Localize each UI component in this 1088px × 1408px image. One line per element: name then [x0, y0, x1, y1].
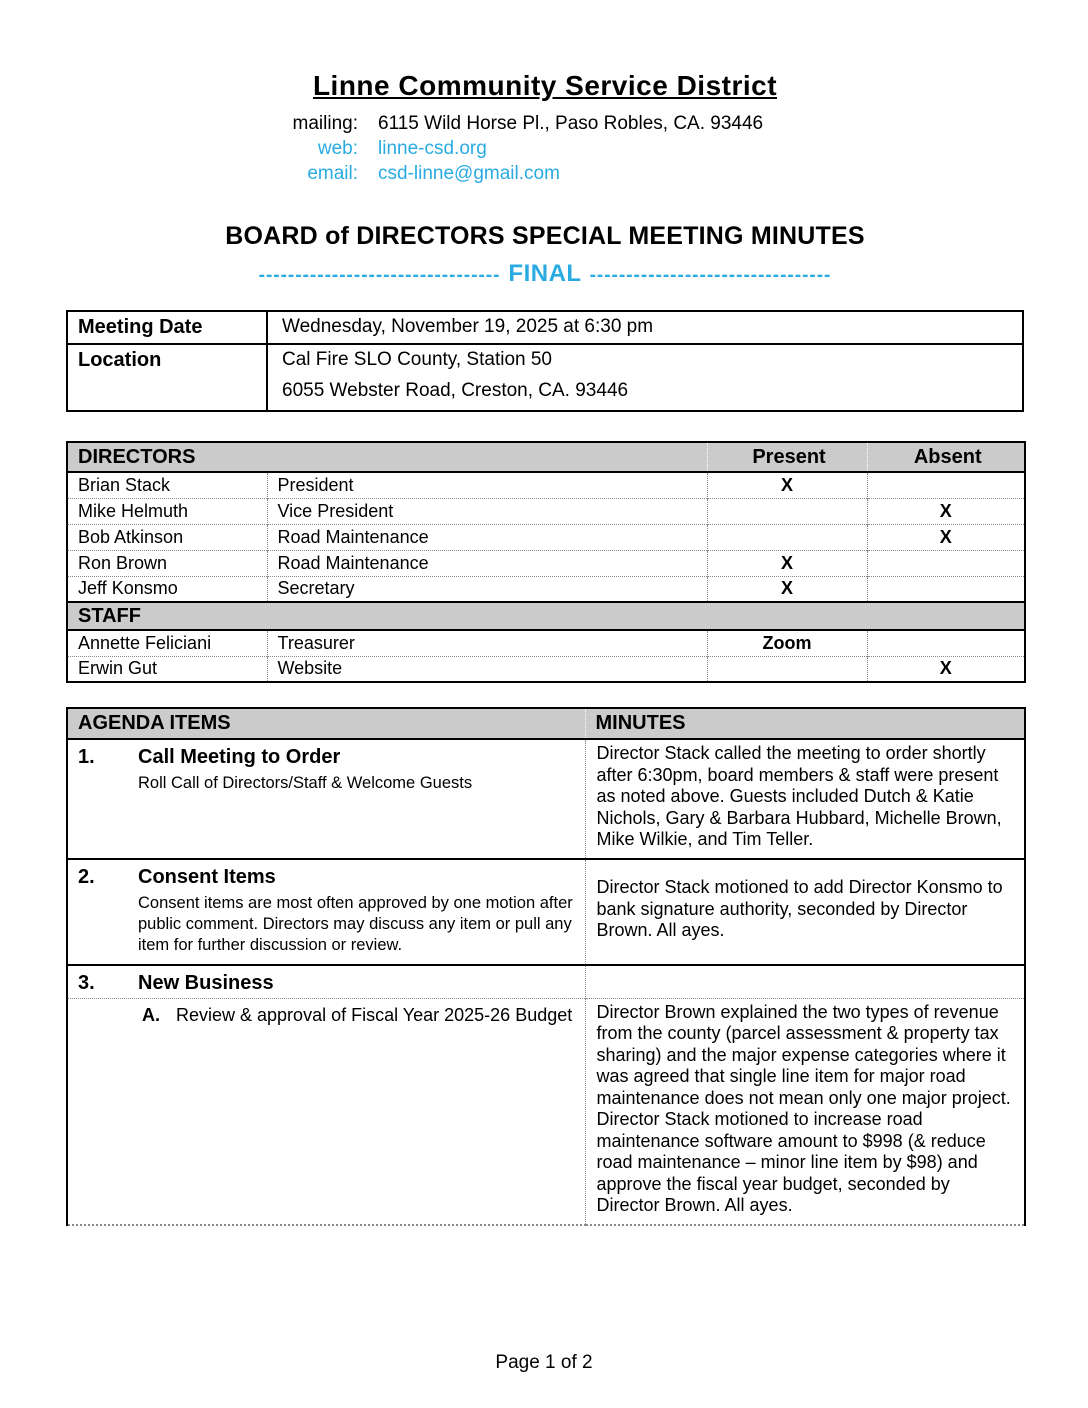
staff-role: Website	[267, 656, 707, 682]
staff-row	[67, 630, 1025, 656]
agenda-item-title: Consent Items	[138, 865, 276, 888]
director-role: Road Maintenance	[267, 550, 707, 576]
final-dashes-right: ---------------------------------	[589, 265, 832, 286]
agenda-item-1-head	[68, 740, 585, 772]
present-mark: Zoom	[707, 630, 867, 656]
mailing-label: mailing:	[292, 113, 358, 134]
present-header: Present	[707, 442, 867, 472]
director-role: Road Maintenance	[267, 524, 707, 550]
minutes-item-1: Director Stack called the meeting to order shortly after 6:30pm, board members & staff were present as noted above. Guests included Dutch & Katie Nichols, Gary & Barbara Hubbard, Michelle Brown, Mike Wilkie, and Tim Teller.	[585, 739, 1025, 859]
meeting-info-table	[66, 310, 1024, 412]
agenda-item-2-head	[68, 860, 585, 892]
location-label: Location	[67, 344, 267, 411]
present-mark	[707, 524, 867, 550]
final-dashes-left: ---------------------------------	[258, 265, 501, 286]
director-row	[67, 550, 1025, 576]
agenda-item-number: 3.	[78, 971, 95, 994]
agenda-item-subtext: Consent items are most often approved by one motion after public comment. Directors may discuss any item or pull any item for further discussion or review.	[138, 893, 573, 954]
agenda-item-2-row	[67, 859, 1025, 965]
attendance-table	[66, 441, 1026, 683]
agenda-item-2	[67, 859, 585, 965]
final-status-label: FINAL	[508, 260, 582, 287]
present-mark: X	[707, 472, 867, 498]
location-row	[67, 344, 1023, 411]
agenda-item-3	[67, 965, 585, 999]
agenda-item-3-head	[68, 966, 585, 998]
attendance-header-row	[67, 442, 1025, 472]
director-name: Ron Brown	[67, 550, 267, 576]
staff-role: Treasurer	[267, 630, 707, 656]
agenda-items-header: AGENDA ITEMS	[67, 708, 585, 739]
absent-mark: X	[867, 498, 1025, 524]
absent-header: Absent	[867, 442, 1025, 472]
final-status-line	[66, 260, 1024, 288]
mailing-value: 6115 Wild Horse Pl., Paso Robles, CA. 93446	[378, 113, 764, 134]
director-role: Vice President	[267, 498, 707, 524]
present-mark: X	[707, 550, 867, 576]
director-row	[67, 576, 1025, 602]
director-row	[67, 524, 1025, 550]
absent-mark: X	[867, 656, 1025, 682]
absent-mark	[867, 550, 1025, 576]
staff-row	[67, 656, 1025, 682]
agenda-item-title: New Business	[138, 971, 274, 994]
present-mark	[707, 656, 867, 682]
absent-mark	[867, 472, 1025, 498]
minutes-item-3a: Director Brown explained the two types of revenue from the county (parcel assessment & property tax sharing) and the major expense categories where it was agreed that single line item for major road maintenance does not mean only one major project. Director Stack motioned to increase road maintenance software amount to $998 (& reduce road maintenance – minor line item by $98) and approve the fiscal year budget, seconded by Director Brown. All ayes.	[585, 998, 1025, 1225]
org-title: Linne Community Service District	[312, 70, 778, 101]
agenda-item-1-row	[67, 739, 1025, 859]
email-link[interactable]: csd-linne@gmail.com	[378, 163, 560, 184]
agenda-subitem-text: Review & approval of Fiscal Year 2025-26 Budget	[176, 1004, 573, 1025]
meeting-date-value: Wednesday, November 19, 2025 at 6:30 pm	[267, 311, 1023, 344]
staff-header-row	[67, 602, 1025, 630]
director-name: Brian Stack	[67, 472, 267, 498]
staff-header: STAFF	[67, 602, 1025, 630]
email-label: email:	[307, 163, 358, 184]
director-role: President	[267, 472, 707, 498]
minutes-item-2: Director Stack motioned to add Director Konsmo to bank signature authority, seconded by Director Brown. All ayes.	[585, 859, 1025, 965]
agenda-header-row	[67, 708, 1025, 739]
contact-web-line	[66, 136, 1024, 161]
agenda-subitem-letter: A.	[142, 1004, 160, 1025]
meeting-minutes-title: BOARD of DIRECTORS SPECIAL MEETING MINUTES	[225, 222, 865, 250]
location-line-2: 6055 Webster Road, Creston, CA. 93446	[282, 380, 629, 401]
present-mark: X	[707, 576, 867, 602]
director-name: Mike Helmuth	[67, 498, 267, 524]
location-value	[267, 344, 1023, 411]
director-row	[67, 472, 1025, 498]
absent-mark	[867, 630, 1025, 656]
contact-email-line	[66, 161, 1024, 186]
agenda-item-title: Call Meeting to Order	[138, 746, 341, 768]
meeting-date-row	[67, 311, 1023, 344]
agenda-item-subtext: Roll Call of Directors/Staff & Welcome Guests	[138, 774, 473, 792]
agenda-minutes-table	[66, 707, 1026, 1226]
agenda-item-3a-row	[67, 998, 1025, 1225]
director-name: Jeff Konsmo	[67, 576, 267, 602]
doc-header	[66, 70, 1024, 288]
contact-mailing-line	[66, 111, 1024, 136]
director-role: Secretary	[267, 576, 707, 602]
absent-mark	[867, 576, 1025, 602]
meeting-date-label: Meeting Date	[67, 311, 267, 344]
agenda-item-3-row	[67, 965, 1025, 999]
minutes-header: MINUTES	[585, 708, 1025, 739]
staff-name: Annette Feliciani	[67, 630, 267, 656]
agenda-item-number: 1.	[78, 746, 95, 768]
web-link[interactable]: linne-csd.org	[378, 138, 487, 159]
directors-header: DIRECTORS	[67, 442, 707, 472]
absent-mark: X	[867, 524, 1025, 550]
location-line-1: Cal Fire SLO County, Station 50	[282, 349, 552, 370]
agenda-item-3a-head	[68, 999, 585, 1035]
present-mark	[707, 498, 867, 524]
minutes-item-3	[585, 965, 1025, 999]
agenda-item-number: 2.	[78, 865, 95, 888]
director-row	[67, 498, 1025, 524]
director-name: Bob Atkinson	[67, 524, 267, 550]
staff-name: Erwin Gut	[67, 656, 267, 682]
web-label: web:	[317, 138, 358, 159]
agenda-item-1	[67, 739, 585, 859]
page-number: Page 1 of 2	[495, 1352, 593, 1373]
agenda-item-3a	[67, 998, 585, 1225]
